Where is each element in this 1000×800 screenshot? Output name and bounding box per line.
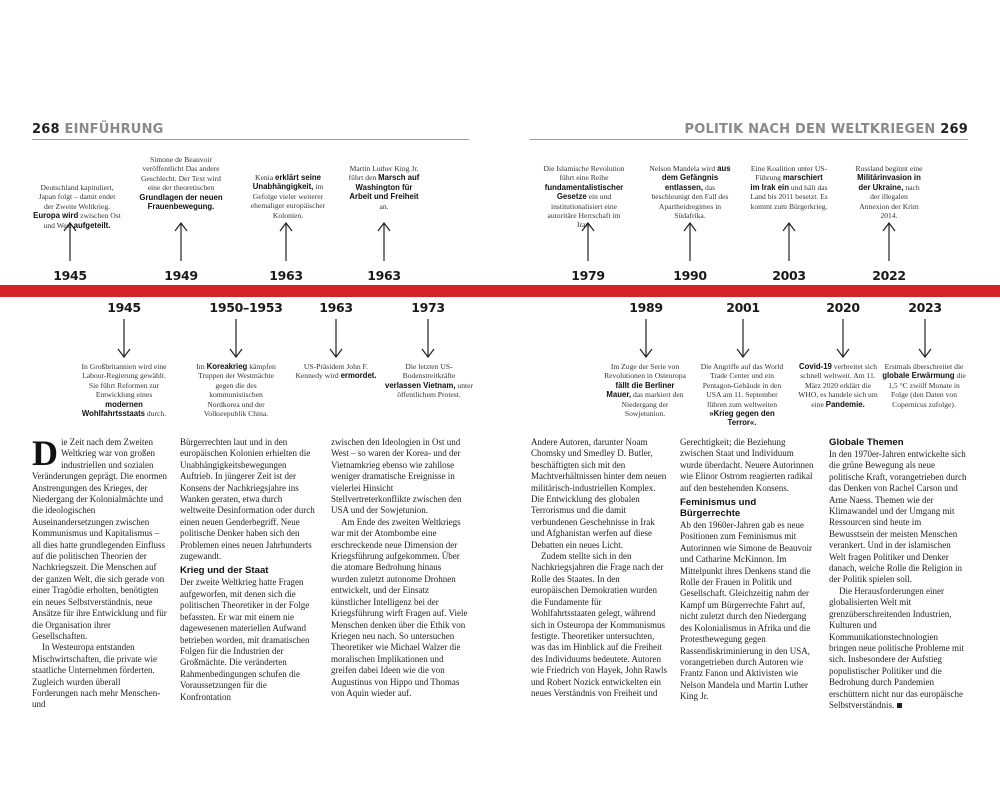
timeline-event-bottom: Die letzten US-Bodenstreitkräfte verlassen Vietnam, unter öffentlichem Protest. bbox=[384, 362, 474, 400]
timeline-year: 2001 bbox=[726, 300, 760, 315]
arrow-up-icon bbox=[377, 222, 391, 262]
body-paragraph: Bürgerrechten laut und in den europäischen Kolonien erhielten die Unabhängigkeitsbewegungen Auftrieb. In jüngerer Zeit ist der Konsens der Nachkriegsjahre ins Wanken geraten, etwa durch weltweite Desinformation oder durch einen neuen Genderbegriff. Neue politische Denker haben sich den Problemen eines neuen Jahrhunderts zugewandt. bbox=[180, 437, 315, 562]
timeline-year: 1990 bbox=[673, 268, 707, 283]
drop-cap: D bbox=[32, 433, 58, 473]
right-page-number: 269 bbox=[940, 122, 968, 137]
timeline-event-bottom: Im Zuge der Serie von Revolutionen in Osteuropa fällt die Berliner Mauer, das markiert den Niedergang der Sowjetunion. bbox=[604, 362, 686, 419]
timeline-year: 2020 bbox=[826, 300, 860, 315]
body-column-4 bbox=[531, 437, 668, 699]
left-page-header bbox=[32, 122, 164, 137]
timeline-year: 1945 bbox=[107, 300, 141, 315]
arrow-down-icon bbox=[736, 318, 750, 358]
arrow-up-icon bbox=[279, 222, 293, 262]
timeline-event-bottom: Im Koreakrieg kämpfen Truppen der Westmächte gegen die des kommunistischen Nordkorea und der Volksrepublik China. bbox=[196, 362, 276, 419]
body-paragraph: In Westeuropa entstanden Mischwirtschaften, die private wie staatliche Unternehmen förderten. Zugleich wurden überall Forderungen nach mehr Menschen- und bbox=[32, 642, 161, 710]
timeline-event-bottom: Erstmals überschreitet die globale Erwärmung die 1,5 °C zwölf Monate in Folge (den Daten von Copernicus zufolge). bbox=[882, 362, 966, 409]
timeline-event-bottom: Covid-19 verbreitet sich schnell weltweit. Am 11. März 2020 erklärt die WHO, es handele sich um eine Pandemie. bbox=[798, 362, 878, 409]
timeline-year: 1950–1953 bbox=[209, 300, 283, 315]
right-page-header bbox=[684, 122, 968, 137]
arrow-down-icon bbox=[229, 318, 243, 358]
end-mark-icon bbox=[897, 703, 902, 708]
timeline-year: 1989 bbox=[629, 300, 663, 315]
body-paragraph: ie Zeit nach dem Zweiten Weltkrieg war von großen industriellen und sozialen Veränderungen geprägt. Die enormen Anstrengungen des Krieges, der Niedergang der Kolonialmächte und die ideologischen Auseinandersetzungen zwischen Kommunismus und Kapitalismus – all dies hatte grundlegenden Einfluss auf die politischen Theorien der Nachkriegszeit. Die Menschen auf der ganzen Welt, die sich gerade von einer Tragödie erholten, benötigten ein neues Selbstverständnis, neue Ansätze für ihre Entwicklung und für die Organisation ihrer Gesellschaften. bbox=[32, 437, 167, 641]
arrow-up-icon bbox=[782, 222, 796, 262]
timeline-year: 2022 bbox=[872, 268, 906, 283]
body-paragraph: Zudem stellte sich in den Nachkriegsjahren die Frage nach der Rolle des Staates. In den europäischen Demokratien wurden die Fundamente für Wohlfahrtsstaaten gelegt, während sich in Osteuropa der Kommunismus festigte. Theoretiker untersuchten, was das im Hinblick auf die Freiheit des Individuums bedeutete. Autoren wie Friedrich von Hayek, John Rawls und Robert Nozick entwickelten ein neues Verständnis von Freiheit und bbox=[531, 551, 667, 698]
timeline-year: 2003 bbox=[772, 268, 806, 283]
arrow-down-icon bbox=[836, 318, 850, 358]
arrow-down-icon bbox=[639, 318, 653, 358]
body-paragraph: zwischen den Ideologien in Ost und West – so waren der Korea- und der Vietnamkrieg ebenso wie zahllose weniger dramatische Ereignisse in vielerlei Hinsicht Stellvertreterkonflikte zwischen den USA und der Sowjetunion. bbox=[331, 437, 462, 516]
arrow-up-icon bbox=[63, 222, 77, 262]
arrow-up-icon bbox=[174, 222, 188, 262]
arrow-up-icon bbox=[683, 222, 697, 262]
header-rule-right bbox=[530, 139, 968, 140]
arrow-up-icon bbox=[581, 222, 595, 262]
body-paragraph: Andere Autoren, darunter Noam Chomsky und Smedley D. Butler, beschäftigten sich mit den Machtverhältnissen hinter dem neuen militärisch-industriellen Komplex. Die Entwicklung des globalen Terrorismus und die damit verbundenen Geschehnisse in Irak und Afghanistan werfen auf diese Debatten ein neues Licht. bbox=[531, 437, 667, 550]
timeline-event-top: Die Islamische Revolution führt eine Reihe fundamentalistischer Gesetze ein und institutionalisiert eine autoritäre Herrschaft im Iran. bbox=[543, 164, 625, 230]
timeline-year: 1945 bbox=[53, 268, 87, 283]
timeline-year: 2023 bbox=[908, 300, 942, 315]
body-paragraph: Am Ende des zweiten Weltkriegs war mit der Atombombe eine erschreckende neue Dimension der Kriegsführung aufgekommen. Über die atomare Bedrohung hinaus wurden zuletzt autonome Drohnen entwickelt, und der Einsatz künstlicher Intelligenz bei der Kriegsführung wirft Fragen auf. Viele Menschen denken über die Ethik von Kriegen neu nach. So untersuchen Theoretiker wie Michael Walzer die moralischen Implikationen und greifen dabei Ideen wie die von Augustinus von Hippo und Thomas von Aquin wieder auf. bbox=[331, 516, 468, 698]
timeline-event-top: Martin Luther King Jr. führt den Marsch auf Washington für Arbeit und Freiheit an. bbox=[348, 164, 420, 211]
body-column-5 bbox=[680, 437, 817, 703]
timeline-bar bbox=[0, 285, 1000, 297]
left-page-number: 268 bbox=[32, 122, 60, 137]
arrow-down-icon bbox=[918, 318, 932, 358]
body-paragraph: In den 1970er-Jahren entwickelte sich die grüne Bewegung als neue politische Kraft, vorangetrieben durch das Denken von Rachel Carson und Arne Naess. Themen wie der Klimawandel und der Umgang mit Ressourcen sind heute im Bewusstsein der meisten Menschen verankert. Und in der islamischen Welt fragen Politiker und Denker danach, welche Rolle die Religion in der Politik spielen soll. bbox=[829, 449, 967, 585]
body-paragraph: Der zweite Weltkrieg hatte Fragen aufgeworfen, mit denen sich die politischen Theoretiker in der Folge befassten. Er war mit einem nie dagewesenen materiellen Aufwand betrieben worden, mit dramatischen Folgen für die Industrien der Großmächte. Die veränderten Rahmenbedingungen schufen die Voraussetzungen für die Konfrontation bbox=[180, 577, 310, 702]
arrow-down-icon bbox=[421, 318, 435, 358]
timeline-event-bottom: In Großbritannien wird eine Labour-Regierung gewählt. Sie führt Reformen zur Entwicklung eines modernen Wohlfahrtsstaats durch. bbox=[81, 362, 167, 419]
body-column-2 bbox=[180, 437, 317, 703]
body-paragraph: Ab den 1960er-Jahren gab es neue Positionen zum Feminismus mit Autorinnen wie Simone de Beauvoir und Catharine McKinnon. Im Mittelpunkt ihres Denkens stand die Rolle der Frauen in Politik und Gesellschaft. Gleichzeitig nahm der Kampf um Bürgerrechte Fahrt auf, nicht zuletzt durch den Niedergang des Kolonialismus in Afrika und die Protestbewegung gegen Rassendiskriminierung in den USA, vorangetrieben durch Autoren wie Frantz Fanon und Aktivisten wie Nelson Mandela und Martin Luther King Jr. bbox=[680, 520, 812, 702]
timeline-year: 1949 bbox=[164, 268, 198, 283]
timeline-year: 1979 bbox=[571, 268, 605, 283]
timeline-event-top: Simone de Beauvoir veröffentlicht Das andere Geschlecht. Der Text wird eine der theoretischen Grundlagen der neuen Frauenbewegung. bbox=[139, 155, 223, 212]
body-paragraph: Gerechtigkeit; die Beziehung zwischen Staat und Individuum wurde überdacht. Neuere Autorinnen wie Elinor Ostrom reagierten radikal auf den bestehenden Konsens. bbox=[680, 437, 814, 493]
section-heading: Feminismus und Bürgerrechte bbox=[680, 497, 757, 520]
timeline-event-bottom: Die Angriffe auf das World Trade Center und ein Pentagon-Gebäude in den USA am 11. September führen zum weltweiten »Krieg gegen den Terror«. bbox=[700, 362, 784, 428]
timeline-event-top: Russland beginnt eine Militärinvasion in der Ukraine, nach der illegalen Annexion der Krim 2014. bbox=[855, 164, 923, 221]
arrow-down-icon bbox=[117, 318, 131, 358]
timeline-year: 1963 bbox=[269, 268, 303, 283]
timeline-year: 1973 bbox=[411, 300, 445, 315]
timeline-event-top: Kenia erklärt seine Unabhängigkeit, im Gefolge vieler weiterer ehemaliger europäischer Kolonien. bbox=[250, 173, 326, 220]
section-heading: Krieg und der Staat bbox=[180, 565, 269, 577]
timeline-event-top: Nelson Mandela wird aus dem Gefängnis entlassen, das beschleunigt den Fall des Apartheidregimes in Südafrika. bbox=[649, 164, 731, 221]
header-rule-left bbox=[32, 139, 469, 140]
body-column-6 bbox=[829, 437, 967, 711]
timeline-event-bottom: US-Präsident John F. Kennedy wird ermordet. bbox=[295, 362, 377, 381]
timeline-year: 1963 bbox=[367, 268, 401, 283]
body-column-3 bbox=[331, 437, 468, 699]
body-column-1 bbox=[32, 433, 168, 711]
timeline-year: 1963 bbox=[319, 300, 353, 315]
timeline-event-top: Eine Koalition unter US-Führung marschiert im Irak ein und hält das Land bis 2011 besetzt. Es kommt zum Bürgerkrieg. bbox=[750, 164, 828, 211]
arrow-up-icon bbox=[882, 222, 896, 262]
right-page-title: POLITIK NACH DEN WELTKRIEGEN bbox=[684, 122, 936, 137]
section-heading: Globale Themen bbox=[829, 437, 904, 448]
arrow-down-icon bbox=[329, 318, 343, 358]
body-paragraph: Die Herausforderungen einer globalisierten Welt mit grenzüberschreitenden Industrien, Kulturen und Kommunikationstechnologien bringen neue politische Probleme mit sich. Insbesondere der Aufstieg populistischer Politiker und die Bedrohung durch Pandemien erschüttern nicht nur das europäische Selbstverständnis. bbox=[829, 585, 964, 710]
timeline-event-top: Deutschland kapituliert, Japan folgt – damit endet der Zweite Weltkrieg. Europa wird zwischen Ost und West aufgeteilt. bbox=[33, 183, 121, 230]
left-page-title: EINFÜHRUNG bbox=[64, 122, 164, 137]
